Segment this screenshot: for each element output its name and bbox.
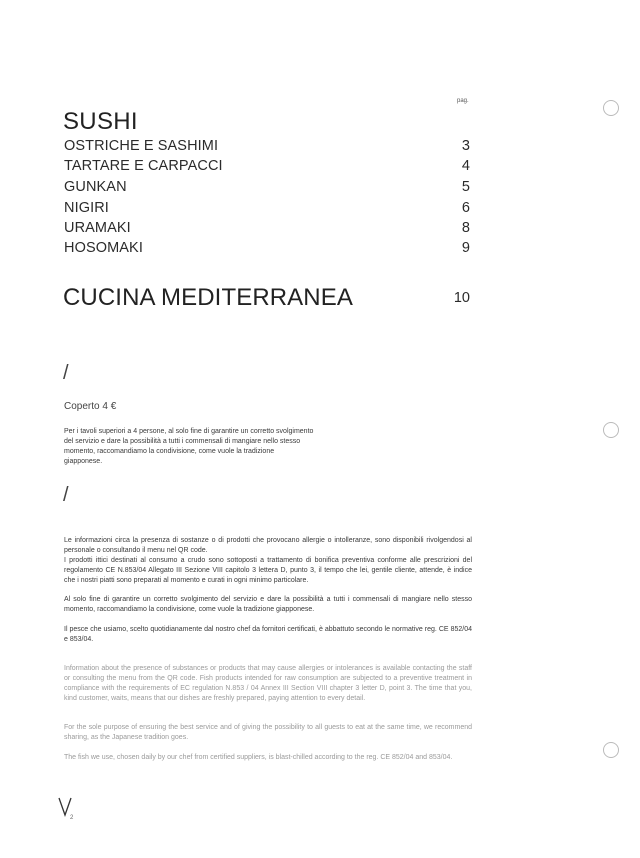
toc-label: GUNKAN — [64, 179, 127, 195]
brand-logo-icon — [58, 797, 72, 817]
toc-label: HOSOMAKI — [64, 240, 143, 256]
binder-hole — [603, 100, 619, 116]
slash-divider: / — [63, 484, 69, 506]
tavoli-note: Per i tavoli superiori a 4 persone, al solo fine di garantire un corretto svolgimento del servizio e dare la possibilità a tutti i commensali di mangiare nello stesso momento, raccomandiamo la condivisione, come vuole la tradizione giapponese. — [64, 428, 314, 465]
toc-label: TARTARE E CARPACCI — [64, 158, 223, 174]
toc-label: NIGIRI — [64, 200, 109, 216]
allergen-note-it: Le informazioni circa la presenza di sostanze o di prodotti che provocano allergie o intolleranze, sono disponibili rivolgendosi al personale o consultando il menu nel QR code. — [64, 537, 472, 554]
toc-label: URAMAKI — [64, 220, 131, 236]
toc-row-uramaki[interactable] — [64, 220, 470, 240]
toc-page: 4 — [461, 158, 470, 174]
toc-page: 5 — [461, 179, 470, 195]
raw-fish-note-it: I prodotti ittici destinati al consumo a crudo sono sottoposti a trattamento di bonifica preventiva conforme alle prescrizioni del regolamento CE N.853/04 Allegato III Sezione VIII capitolo 3 lettera D, punto 3, il tempo che lei, gentile cliente, attende, è indice che i nostri piatti sono preparati al momento e curati in ogni minimo particolare. — [64, 557, 472, 584]
binder-hole — [603, 422, 619, 438]
fish-note-en: The fish we use, chosen daily by our chef from certified suppliers, is blast-chilled according to the reg. CE 852/04 and 853/04. — [64, 754, 453, 761]
toc-page: 8 — [461, 220, 470, 236]
sharing-note-it: Al solo fine di garantire un corretto svolgimento del servizio e dare la possibilità a tutti i commensali di mangiare nello stesso momento, raccomandiamo la condivisione, come vuole la tradizione giapponese. — [64, 596, 472, 613]
sushi-title: SUSHI — [63, 108, 138, 135]
toc-row-mediterranea[interactable] — [64, 284, 470, 314]
binder-hole — [603, 742, 619, 758]
toc-label: OSTRICHE E SASHIMI — [64, 138, 219, 154]
toc-page: 9 — [461, 240, 470, 256]
fish-note-it: Il pesce che usiamo, scelto quotidianamente dal nostro chef da fornitori certificati, è abbattuto secondo le normative reg. CE 852/04 e 853/04. — [64, 626, 472, 643]
page-number: 2 — [70, 815, 74, 821]
slash-divider: / — [63, 362, 69, 384]
mediterranea-title: CUCINA MEDITERRANEA — [63, 284, 353, 311]
coperto-price: Coperto 4 € — [64, 401, 117, 412]
toc-page: 6 — [461, 200, 470, 216]
toc-row-tartare[interactable] — [64, 158, 470, 178]
toc-row-gunkan[interactable] — [64, 179, 470, 199]
toc-page: 3 — [461, 138, 470, 154]
toc-page: 10 — [453, 290, 470, 306]
toc-row-hosomaki[interactable] — [64, 240, 470, 260]
sharing-note-en: For the sole purpose of ensuring the best service and of giving the possibility to all guests to eat at the same time, we recommend sharing, as the Japanese tradition goes. — [64, 724, 472, 741]
toc-row-nigiri[interactable] — [64, 200, 470, 220]
toc-row-ostriche[interactable] — [64, 138, 470, 158]
pag-label: pag. — [457, 98, 469, 104]
allergen-note-en: Information about the presence of substances or products that may cause allergies or intolerances is available contacting the staff or consulting the menu from the QR code. Fish products intended for raw consumption are subjected to a preventive treatment in compliance with the requirements of EC regulation N.853 / 04 Annex III Section VIII chapter 3 letter D, point 3. The time that you, kind customer, waits, means that our dishes are freshly prepared, paying attention to every detail. — [64, 665, 472, 702]
